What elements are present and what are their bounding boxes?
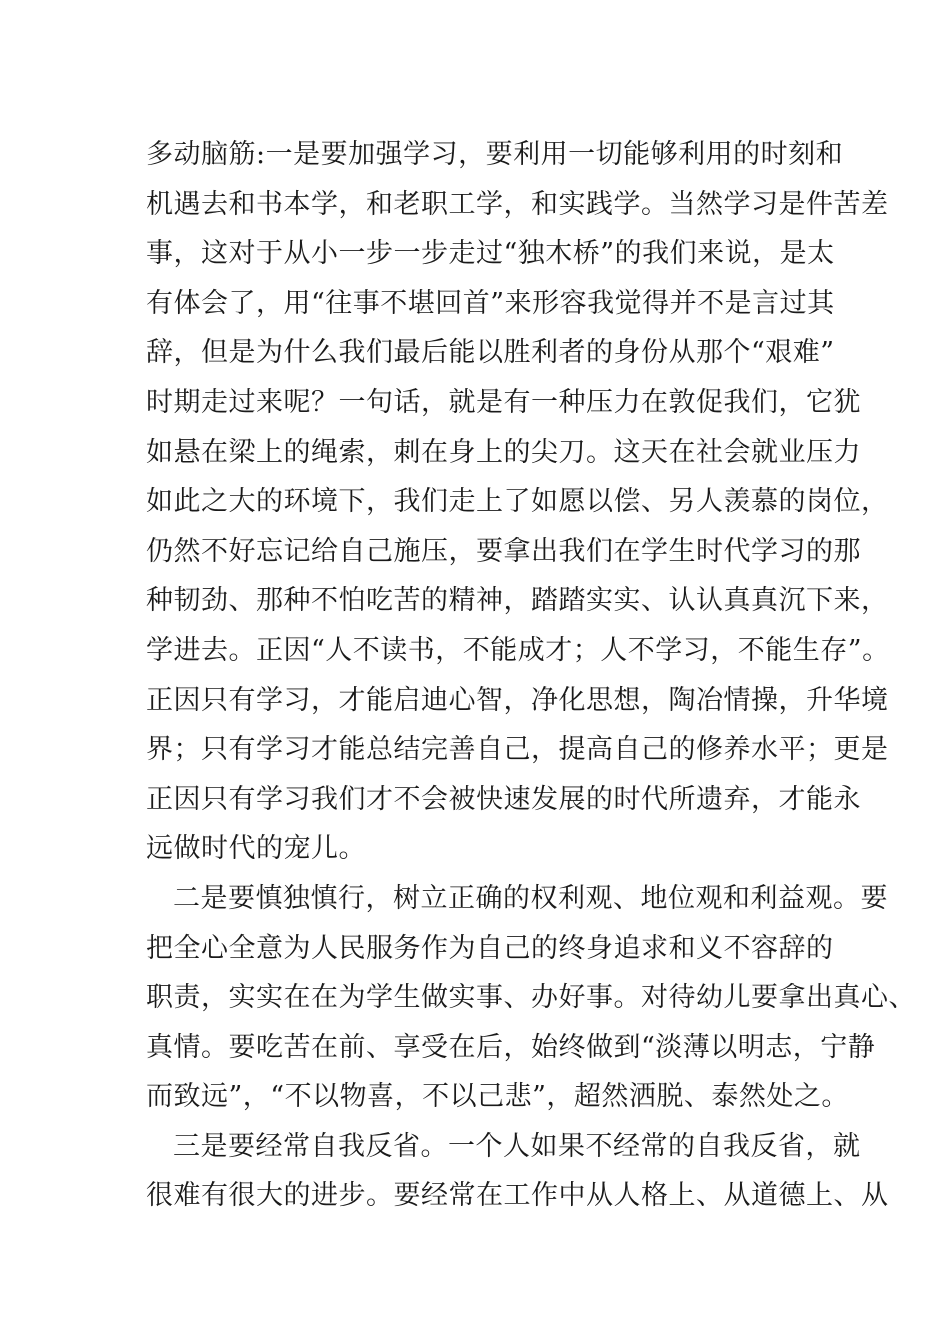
text-line: 时期走过来呢？一句话，就是有一种压力在敦促我们，它犹 [146,386,861,418]
text-line: 学进去。正因“人不读书，不能成才；人不学习，不能生存”。 [146,634,890,666]
text-line: 界；只有学习才能总结完善自己，提高自己的修养水平；更是 [146,734,889,766]
text-line: 种韧劲、那种不怕吃苦的精神，踏踏实实、认认真真沉下来， [146,585,889,617]
text-line: 正因只有学习我们才不会被快速发展的时代所遗弃，才能永 [146,783,861,815]
text-line: 而致远”，“不以物喜，不以己悲”，超然洒脱、泰然处之。 [146,1081,849,1113]
text-line: 机遇去和书本学，和老职工学，和实践学。当然学习是件苦差 [146,188,889,220]
text-line: 把全心全意为人民服务作为自己的终身追求和义不容辞的 [146,932,834,964]
text-line: 如悬在梁上的绳索，刺在身上的尖刀。这天在社会就业压力 [146,436,861,468]
text-line: 真情。要吃苦在前、享受在后，始终做到“淡薄以明志，宁静 [146,1031,876,1063]
text-line: 正因只有学习，才能启迪心智，净化思想，陶冶情操，升华境 [146,684,889,716]
text-line: 事，这对于从小一步一步走过“独木桥”的我们来说，是太 [146,238,835,270]
body-text [146,130,916,1221]
text-line: 很难有很大的进步。要经常在工作中从人格上、从道德上、从 [146,1180,889,1212]
text-line: 如此之大的环境下，我们走上了如愿以偿、另人羡慕的岗位， [146,486,889,518]
paragraph-start-line: 二是要慎独慎行，树立正确的权利观、地位观和利益观。要 [173,882,888,914]
paragraph-start-line: 三是要经常自我反省。一个人如果不经常的自我反省，就 [173,1130,861,1162]
text-line: 多动脑筋:一是要加强学习，要利用一切能够利用的时刻和 [146,139,844,170]
text-line: 职责，实实在在为学生做实事、办好事。对待幼儿要拿出真心、 [146,982,916,1014]
text-line: 仍然不好忘记给自己施压，要拿出我们在学生时代学习的那 [146,535,861,567]
text-line: 辞，但是为什么我们最后能以胜利者的身份从那个“艰难” [146,337,835,369]
text-line: 有体会了，用“往事不堪回首”来形容我觉得并不是言过其 [146,287,835,319]
text-line: 远做时代的宠儿。 [146,833,366,865]
